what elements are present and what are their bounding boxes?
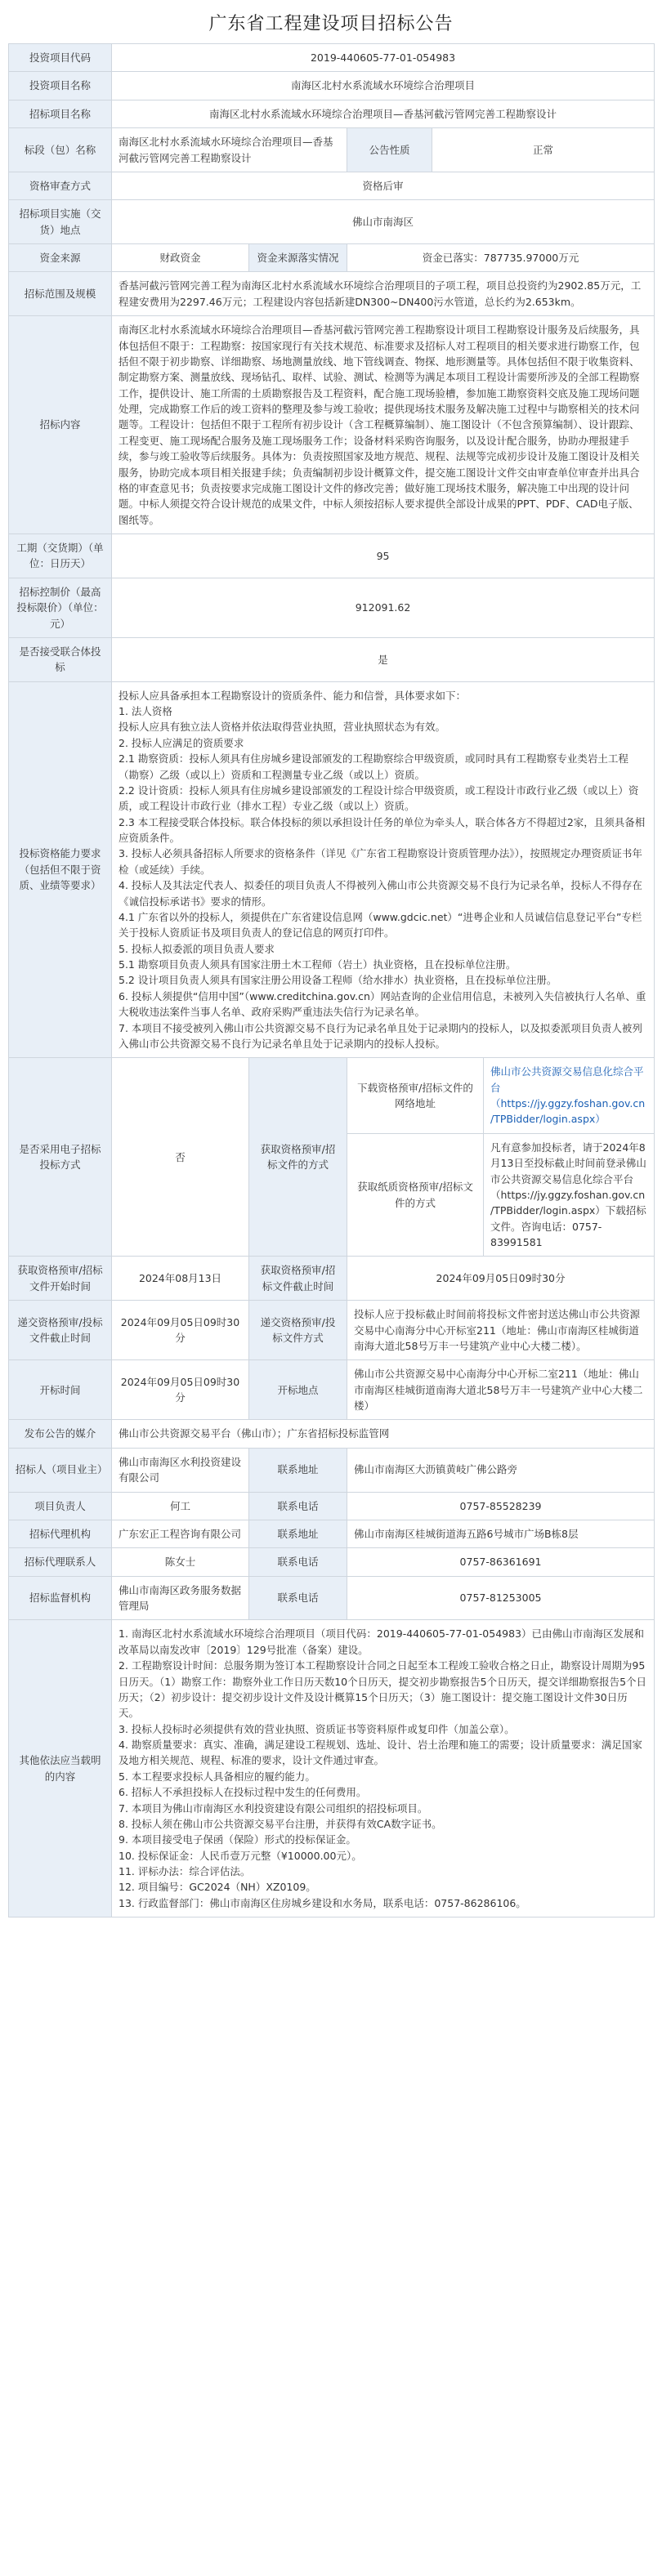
doc-get-end-value: 2024年09月05日09时30分 (347, 1257, 655, 1301)
row-duration (9, 534, 655, 578)
content-value: 南海区北村水系流域水环境综合治理项目—香基河截污管网完善工程勘察设计项目工程勘察设计服务及后续服务，具体包括但不限于：工程勘察：按国家现行有关技术规范、标准要求及招标人对工程项目的相关要求进行勘察工作，包括但不限于初步勘察、详细勘察、场地测量放线、地下管线调查、物探、地形测量等。具体包括但不限于收集资料、制定勘察方案、测量放线、现场钻孔、取样、试验、测试、检测等为满足本项目工程设计需要所涉及的全部工程勘察工作，提供设计、施工所需的土质勘察报告及工程资料，配合施工现场验槽，参加施工勘察资料交底及施工现场问题处理，完成勘察工作后的竣工资料的整理及参与竣工验收；提供现场技术服务及解决施工过程中与勘察相关的技术问题等。工程设计：包括但不限于工程所有初步设计（含工程概算编制）、施工图设计（不包含预算编制）、设计跟踪、工程变更、施工现场配合服务及施工现场服务工作；设备材料采购咨询服务，以及设计配合服务，协助办理报建手续，参与竣工验收等后续服务。具体为：负责按照国家及地方规范、规程、法规等完成初步设计及施工图设计及相关服务，协助完成本项目相关报建手续；负责编制初步设计概算文件，提交施工图设计文件交由审查单位审查并出具合格的审查意见书；负责按要求完成施工图设计文件的修改完善；做好施工现场技术服务，解决施工中出现的设计问题。中标人须提交符合设计规范的成果文件，中标人须按招标人要求提供全部设计成果的PPT、PDF、CAD电子版、图纸等。 (112, 316, 655, 534)
agent-label: 招标代理机构 (9, 1520, 112, 1547)
row-section-name (9, 128, 655, 172)
row-other-method (347, 1133, 654, 1256)
row-scope (9, 272, 655, 316)
agent-contact-value: 陈女士 (112, 1548, 249, 1576)
consortium-value: 是 (112, 637, 655, 681)
tender-project-name-value: 南海区北村水系流域水环境综合治理项目—香基河截污管网完善工程勘察设计 (112, 100, 655, 127)
project-name-value: 南海区北村水系流域水环境综合治理项目 (112, 72, 655, 100)
approval-method-value: 资格后审 (112, 172, 655, 199)
project-code-label: 投资项目代码 (9, 44, 112, 72)
fund-implemented-label: 资金来源落实情况 (249, 244, 347, 272)
supervisor-phone-value: 0757-81253005 (347, 1576, 655, 1620)
tenderer-contact-label: 项目负责人 (9, 1492, 112, 1520)
other-method-value: 凡有意参加投标者，请于2024年8月13日至投标截止时间前登录佛山市公共资源交易信息化综合平台（https://jy.ggzy.foshan.gov.cn/TPBidder/login.aspx）下载招标文件。咨询电话：0757-83991581 (490, 1141, 646, 1248)
project-name-label: 投资项目名称 (9, 72, 112, 100)
agent-addr-label: 联系地址 (249, 1520, 347, 1547)
tenderer-label: 招标人（项目业主） (9, 1448, 112, 1492)
section-name-label: 标段（包）名称 (9, 128, 112, 172)
submit-deadline-label: 递交资格预审/投标文件截止时间 (9, 1301, 112, 1360)
duration-value: 95 (112, 534, 655, 578)
media-value: 佛山市公共资源交易平台（佛山市）；广东省招标投标监管网 (112, 1420, 655, 1448)
submit-method-value: 投标人应于投标截止时间前将投标文件密封送达佛山市公共资源交易中心南海分中心开标室211（地址：佛山市南海区桂城街道南海大道北58号万丰一号建筑产业中心大楼二楼）。 (347, 1301, 655, 1360)
row-fund-source (9, 244, 655, 272)
bid-nature-value: 正常 (432, 128, 655, 172)
doc-get-method-label: 获取资格预审/招标文件的方式 (249, 1058, 347, 1257)
supervisor-value: 佛山市南海区政务服务数据管理局 (112, 1576, 249, 1620)
row-location (9, 200, 655, 244)
qualification-label: 投标资格能力要求（包括但不限于资质、业绩等要求） (9, 681, 112, 1058)
submit-method-label: 递交资格预审/投标文件方式 (249, 1301, 347, 1360)
submit-deadline-value: 2024年09月05日09时30分 (112, 1301, 249, 1360)
tenderer-addr-value: 佛山市南海区大沥镇黄岐广佛公路旁 (347, 1448, 655, 1492)
other-value: 1. 南海区北村水系流域水环境综合治理项目（项目代码：2019-440605-77-01-054983）已由佛山市南海区发展和改革局以南发改审〔2019〕129号批准（备案）建设。 2. 工程勘察设计时间：总服务期为签订本工程勘察设计合同之日起至本工程竣工验收合格之日止，勘察设计周期为95日历天。（1）勘察工作：勘察外业工作日历天数10个日历天，提交初步勘察报告5个日历天，提交详细勘察报告5个日历天；（2）初步设计：提交初步设计文件及设计概算15个日历天；（3）施工图设计：提交施工图设计文件30日历天。 3. 投标人投标时必须提供有效的营业执照、资质证书等资料原件或复印件（加盖公章）。 4. 勘察质量要求：真实、准确，满足建设工程规划、选址、设计、岩土治理和施工的需要；设计质量要求：满足国家及地方相关规范、规程、标准的要求，设计文件通过审查。 5. 本工程要求投标人具备相应的履约能力。 6. 招标人不承担投标人在投标过程中发生的任何费用。 7. 本项目为佛山市南海区水利投资建设有限公司组织的招投标项目。 8. 投标人须在佛山市公共资源交易平台注册，并获得有效CA数字证书。 9. 本项目接受电子保函（保险）形式的投标保证金。 10. 投标保证金：人民币壹万元整（¥10000.00元）。 11. 评标办法：综合评估法。 12. 项目编号：GC2024（NH）XZ0109。 13. 行政监督部门：佛山市南海区住房城乡建设和水务局，联系电话：0757-86286106。 (112, 1620, 655, 1917)
eproc-value: 否 (112, 1058, 249, 1257)
row-tenderer (9, 1448, 655, 1492)
supervisor-label: 招标监督机构 (9, 1576, 112, 1620)
row-supervisor (9, 1576, 655, 1620)
fund-source-label: 资金来源 (9, 244, 112, 272)
other-label: 其他依法应当载明的内容 (9, 1620, 112, 1917)
scope-label: 招标范围及规模 (9, 272, 112, 316)
download-addr-link[interactable]: 佛山市公共资源交易信息化综合平台（https://jy.ggzy.foshan.gov.cn/TPBidder/login.aspx） (484, 1058, 655, 1133)
open-time-label: 开标时间 (9, 1360, 112, 1420)
supervisor-phone-label: 联系电话 (249, 1576, 347, 1620)
row-tender-project-name (9, 100, 655, 127)
other-method-label: 获取纸质资格预审/招标文件的方式 (347, 1133, 484, 1256)
doc-get-start-value: 2024年08月13日 (112, 1257, 249, 1301)
open-place-label: 开标地点 (249, 1360, 347, 1420)
announcement-table (8, 43, 655, 1917)
agent-value: 广东宏正工程咨询有限公司 (112, 1520, 249, 1547)
max-price-value: 912091.62 (112, 578, 655, 637)
row-other (9, 1620, 655, 1917)
doc-get-method-table (347, 1058, 654, 1256)
open-time-value: 2024年09月05日09时30分 (112, 1360, 249, 1420)
row-project-code (9, 44, 655, 72)
row-submit (9, 1301, 655, 1360)
scope-value: 香基河截污管网完善工程为南海区北村水系流域水环境综合治理项目的子项工程，项目总投资约为2902.85万元，工程建安费用为2297.46万元；工程建设内容包括新建DN300~DN400污水管道，总长约为2.653km。 (112, 272, 655, 316)
row-agent (9, 1520, 655, 1547)
tenderer-phone-label: 联系电话 (249, 1492, 347, 1520)
fund-source-value: 财政资金 (112, 244, 249, 272)
section-name-value: 南海区北村水系流域水环境综合治理项目—香基河截污管网完善工程勘察设计 (112, 128, 347, 172)
agent-phone-label: 联系电话 (249, 1548, 347, 1576)
content-label: 招标内容 (9, 316, 112, 534)
duration-label: 工期（交货期）（单位：日历天） (9, 534, 112, 578)
doc-get-end-label: 获取资格预审/招标文件截止时间 (249, 1257, 347, 1301)
row-project-name (9, 72, 655, 100)
row-download-addr (347, 1058, 654, 1133)
row-qualification (9, 681, 655, 1058)
qualification-value: 投标人应具备承担本工程勘察设计的资质条件、能力和信誉，具体要求如下： 1. 法人资格 投标人应具有独立法人资格并依法取得营业执照，营业执照状态为有效。 2. 投标人应满足的资质要求 2.1 勘察资质：投标人须具有住房城乡建设部颁发的工程勘察综合甲级资质，或同时具有工程勘察专业类岩土工程（勘察）乙级（或以上）资质和工程测量专业乙级（或以上）资质。 2.2 设计资质：投标人须具有住房城乡建设部颁发的工程设计综合甲级资质，或工程设计市政行业乙级（或以上）资质，或工程设计市政行业（排水工程）专业乙级（或以上）资质。 2.3 本工程接受联合体投标。联合体投标的须以承担设计任务的单位为牵头人，联合体各方不得超过2家，且须具备相应资质条件。 3. 投标人必须具备招标人所要求的资格条件（详见《广东省工程勘察设计资质管理办法》），按照规定办理资质证书年检（或延续）手续。 4. 投标人及其法定代表人、拟委任的项目负责人不得被列入佛山市公共资源交易不良行为记录名单，投标人不得存在《诚信投标承诺书》要求的情形。 4.1 广东省以外的投标人，须提供在广东省建设信息网（www.gdcic.net）“进粤企业和人员诚信信息登记平台”专栏关于投标人资质证书及项目负责人的登记信息的网页打印件。 5. 投标人拟委派的项目负责人要求 5.1 勘察项目负责人须具有国家注册土木工程师（岩土）执业资格，且在投标单位注册。 5.2 设计项目负责人须具有国家注册公用设备工程师（给水排水）执业资格，且在投标单位注册。 6. 投标人须提供“信用中国”（www.creditchina.gov.cn）网站查询的企业信用信息，未被列入失信被执行人名单、重大税收违法案件当事人名单、政府采购严重违法失信行为记录名单。 7. 本项目不接受被列入佛山市公共资源交易不良行为记录名单且处于记录期内的投标人，以及拟委派项目负责人被列入佛山市公共资源交易不良行为记录名单且处于记录期内的投标人投标。 (112, 681, 655, 1058)
row-content (9, 316, 655, 534)
location-value: 佛山市南海区 (112, 200, 655, 244)
row-doc-get-time (9, 1257, 655, 1301)
tender-project-name-label: 招标项目名称 (9, 100, 112, 127)
max-price-label: 招标控制价（最高投标限价）（单位：元） (9, 578, 112, 637)
media-label: 发布公告的媒介 (9, 1420, 112, 1448)
consortium-label: 是否接受联合体投标 (9, 637, 112, 681)
tenderer-addr-label: 联系地址 (249, 1448, 347, 1492)
eproc-label: 是否采用电子招标投标方式 (9, 1058, 112, 1257)
agent-contact-label: 招标代理联系人 (9, 1548, 112, 1576)
approval-method-label: 资格审查方式 (9, 172, 112, 199)
agent-phone-value: 0757-86361691 (347, 1548, 655, 1576)
fund-implemented-value: 资金已落实：787735.97000万元 (347, 244, 655, 272)
download-addr-label: 下载资格预审/招标文件的网络地址 (347, 1058, 484, 1133)
project-code-value: 2019-440605-77-01-054983 (112, 44, 655, 72)
row-open (9, 1360, 655, 1420)
row-media (9, 1420, 655, 1448)
row-consortium (9, 637, 655, 681)
bid-nature-label: 公告性质 (347, 128, 432, 172)
tenderer-contact-value: 何工 (112, 1492, 249, 1520)
doc-get-start-label: 获取资格预审/招标文件开始时间 (9, 1257, 112, 1301)
row-tenderer-contact (9, 1492, 655, 1520)
row-eproc (9, 1058, 655, 1257)
open-place-value: 佛山市公共资源交易中心南海分中心开标二室211（地址：佛山市南海区桂城街道南海大道北58号万丰一号建筑产业中心大楼二楼） (347, 1360, 655, 1420)
row-approval-method (9, 172, 655, 199)
row-max-price (9, 578, 655, 637)
agent-addr-value: 佛山市南海区桂城街道海五路6号城市广场B栋8层 (347, 1520, 655, 1547)
page-title: 广东省工程建设项目招标公告 (208, 14, 454, 34)
doc-get-method-cell (347, 1058, 655, 1257)
tenderer-value: 佛山市南海区水利投资建设有限公司 (112, 1448, 249, 1492)
tenderer-phone-value: 0757-85528239 (347, 1492, 655, 1520)
row-agent-contact (9, 1548, 655, 1576)
location-label: 招标项目实施（交货）地点 (9, 200, 112, 244)
